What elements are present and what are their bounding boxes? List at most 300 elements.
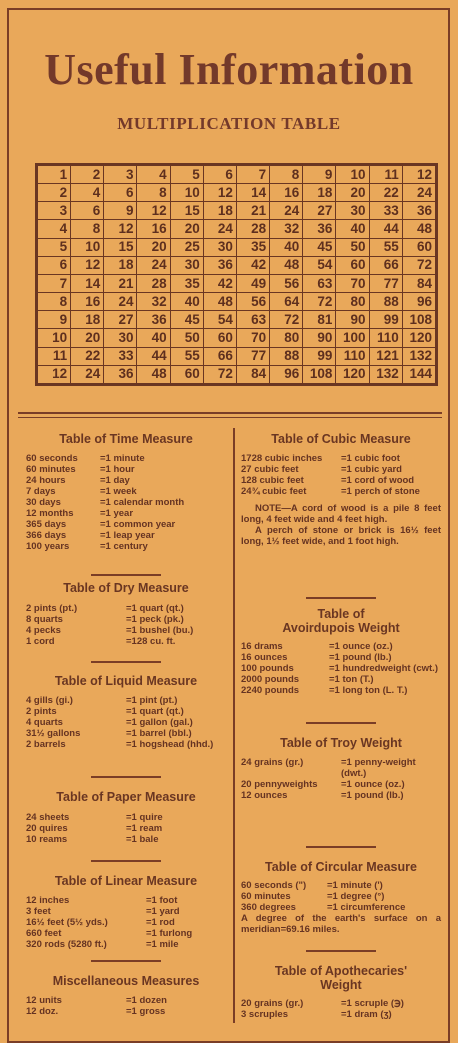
measure-equivalent: =1 hogshead (hhd.): [126, 739, 214, 750]
measure-row: [26, 625, 226, 636]
mult-cell: 28: [137, 274, 170, 292]
mult-cell: 12: [71, 256, 104, 274]
mult-cell: 3: [38, 202, 71, 220]
measure-equivalent: =1 yard: [146, 906, 180, 917]
measure-row: [241, 998, 441, 1009]
mult-cell: 110: [336, 347, 369, 365]
mult-cell: 110: [369, 329, 402, 347]
measure-row: [241, 475, 441, 486]
mult-cell: 121: [369, 347, 402, 365]
mult-cell: 32: [270, 220, 303, 238]
mult-cell: 88: [369, 293, 402, 311]
mult-cell: 4: [71, 184, 104, 202]
mult-cell: 120: [402, 329, 435, 347]
mult-cell: 24: [402, 184, 435, 202]
mult-cell: 20: [137, 238, 170, 256]
mult-cell: 12: [38, 365, 71, 383]
mult-cell: 7: [38, 274, 71, 292]
mult-cell: 48: [402, 220, 435, 238]
mult-cell: 60: [336, 256, 369, 274]
mult-cell: 6: [203, 166, 236, 184]
measure-rows: [241, 641, 441, 696]
measure-quantity: 320 rods (5280 ft.): [26, 939, 107, 950]
measure-quantity: 12 units: [26, 995, 62, 1006]
measure-row: [26, 464, 226, 475]
measure-quantity: 12 doz.: [26, 1006, 59, 1017]
measure-quantity: 660 feet: [26, 928, 62, 939]
measure-equivalent: =1 barrel (bbl.): [126, 728, 192, 739]
measure-row: [26, 636, 226, 647]
mult-cell: 54: [203, 311, 236, 329]
mult-row: [38, 329, 436, 347]
measure-equivalent: =1 quart (qt.): [126, 603, 184, 614]
measure-row: [26, 695, 226, 706]
measure-row: [26, 728, 226, 739]
mult-row: [38, 293, 436, 311]
mult-cell: 40: [170, 293, 203, 311]
measure-equivalent: =1 hour: [100, 464, 135, 475]
mult-cell: 40: [270, 238, 303, 256]
measure-row: [241, 674, 441, 685]
measure-row: [26, 717, 226, 728]
measure-quantity: 60 seconds: [26, 453, 78, 464]
measure-row: [26, 614, 226, 625]
measure-row: [26, 812, 226, 823]
measure-equivalent: =1 pound (lb.): [329, 652, 392, 663]
measure-row: [26, 519, 226, 530]
measure-row: [26, 895, 226, 906]
measure-quantity: 2 barrels: [26, 739, 66, 750]
measure-row: [241, 486, 441, 497]
mult-cell: 10: [38, 329, 71, 347]
measure-row: [26, 453, 226, 464]
section-title: Table of Dry Measure: [63, 581, 189, 595]
measure-row: [241, 663, 441, 674]
measure-quantity: 3 scruples: [241, 1009, 288, 1020]
mult-cell: 9: [38, 311, 71, 329]
measure-equivalent: =1 bale: [126, 834, 159, 845]
mult-cell: 55: [170, 347, 203, 365]
mult-cell: 96: [270, 365, 303, 383]
mult-cell: 6: [104, 184, 137, 202]
mult-cell: 40: [137, 329, 170, 347]
mult-cell: 35: [170, 274, 203, 292]
measure-equivalent: =1 penny-weight (dwt.): [341, 757, 416, 779]
measure-quantity: 20 grains (gr.): [241, 998, 304, 1009]
mult-cell: 3: [104, 166, 137, 184]
measure-row: [241, 902, 441, 913]
mult-cell: 4: [38, 220, 71, 238]
mult-cell: 22: [369, 184, 402, 202]
measure-equivalent: =1 ream: [126, 823, 163, 834]
measure-quantity: 128 cubic feet: [241, 475, 304, 486]
mult-cell: 22: [71, 347, 104, 365]
mult-cell: 21: [104, 274, 137, 292]
cubic-note-perch: A perch of stone or brick is 16½ feet long, 1½ feet wide, and 1 foot high.: [241, 525, 441, 547]
mult-cell: 32: [137, 293, 170, 311]
section-title: Table of Liquid Measure: [54, 674, 198, 688]
measure-row: [26, 541, 226, 552]
measure-quantity: 4 pecks: [26, 625, 61, 636]
measure-equivalent: =1 quart (qt.): [126, 706, 184, 717]
mult-cell: 20: [336, 184, 369, 202]
measure-equivalent: =1 pint (pt.): [126, 695, 178, 706]
measure-row: [26, 530, 226, 541]
mult-cell: 72: [270, 311, 303, 329]
mult-cell: 8: [270, 166, 303, 184]
measure-row: [26, 928, 226, 939]
measure-quantity: 16½ feet (5½ yds.): [26, 917, 108, 928]
mult-cell: 44: [369, 220, 402, 238]
mult-cell: 8: [38, 293, 71, 311]
mult-cell: 45: [170, 311, 203, 329]
mult-cell: 49: [236, 274, 269, 292]
measure-quantity: 2 pints (pt.): [26, 603, 78, 614]
measure-equivalent: =1 circumference: [327, 902, 406, 913]
mult-cell: 56: [236, 293, 269, 311]
mult-cell: 90: [303, 329, 336, 347]
mult-cell: 44: [137, 347, 170, 365]
measure-equivalent: =1 ounce (oz.): [341, 779, 405, 790]
mult-cell: 64: [270, 293, 303, 311]
mult-row: [38, 166, 436, 184]
mult-cell: 54: [303, 256, 336, 274]
measure-equivalent: =1 dozen: [126, 995, 167, 1006]
linear-measure-section: [26, 860, 226, 950]
troy-weight-section: [241, 722, 441, 801]
mult-cell: 108: [402, 311, 435, 329]
mult-cell: 48: [203, 293, 236, 311]
measure-equivalent: =1 peck (pk.): [126, 614, 184, 625]
mult-cell: 36: [303, 220, 336, 238]
divider-top-thin: [18, 417, 442, 418]
measure-quantity: 8 quarts: [26, 614, 63, 625]
circular-measure-section: [241, 846, 441, 935]
measure-quantity: 2 pints: [26, 706, 57, 717]
mult-cell: 80: [270, 329, 303, 347]
mult-cell: 20: [170, 220, 203, 238]
measure-quantity: 365 days: [26, 519, 67, 530]
measure-rows: [26, 812, 226, 845]
apothecaries-section: [241, 950, 441, 1020]
mult-cell: 8: [71, 220, 104, 238]
mult-cell: 36: [137, 311, 170, 329]
multiplication-table: [35, 163, 438, 386]
mult-cell: 5: [38, 238, 71, 256]
mult-cell: 81: [303, 311, 336, 329]
mult-cell: 108: [303, 365, 336, 383]
mult-cell: 42: [203, 274, 236, 292]
measure-rows: [26, 895, 226, 950]
section-separator: [91, 860, 161, 862]
section-title: Table of Linear Measure: [54, 874, 198, 888]
measure-rows: [241, 998, 441, 1020]
measure-row: [26, 1006, 226, 1017]
section-title: Miscellaneous Measures: [52, 974, 200, 988]
measure-row: [241, 652, 441, 663]
mult-cell: 15: [104, 238, 137, 256]
measure-equivalent: =1 year: [100, 508, 134, 519]
mult-cell: 36: [104, 365, 137, 383]
measure-row: [26, 475, 226, 486]
mult-cell: 12: [104, 220, 137, 238]
mult-cell: 63: [236, 311, 269, 329]
measure-equivalent: =1 degree (°): [327, 891, 385, 902]
mult-cell: 72: [402, 256, 435, 274]
measure-equivalent: =1 foot: [146, 895, 178, 906]
mult-cell: 28: [236, 220, 269, 238]
cubic-measure-section: [241, 432, 441, 547]
measure-row: [26, 486, 226, 497]
measure-row: [26, 603, 226, 614]
mult-row: [38, 238, 436, 256]
section-separator: [306, 597, 376, 599]
mult-cell: 12: [203, 184, 236, 202]
mult-cell: 55: [369, 238, 402, 256]
measure-equivalent: =1 minute: [100, 453, 145, 464]
measure-row: [26, 508, 226, 519]
mult-cell: 120: [336, 365, 369, 383]
measure-quantity: 7 days: [26, 486, 56, 497]
measure-equivalent: =1 furlong: [146, 928, 193, 939]
measure-row: [26, 834, 226, 845]
mult-cell: 56: [270, 274, 303, 292]
divider-top: [18, 412, 442, 414]
mult-cell: 63: [303, 274, 336, 292]
measure-row: [241, 779, 441, 790]
mult-row: [38, 274, 436, 292]
mult-cell: 24: [203, 220, 236, 238]
measure-equivalent: =1 mile: [146, 939, 179, 950]
mult-cell: 33: [369, 202, 402, 220]
mult-cell: 77: [369, 274, 402, 292]
paper-measure-section: [26, 776, 226, 845]
mult-cell: 24: [137, 256, 170, 274]
measure-equivalent: =1 dram (ʒ): [341, 1009, 392, 1020]
mult-cell: 4: [137, 166, 170, 184]
mult-cell: 7: [236, 166, 269, 184]
mult-cell: 132: [402, 347, 435, 365]
measure-row: [26, 706, 226, 717]
mult-cell: 70: [336, 274, 369, 292]
measure-quantity: 60 minutes: [26, 464, 76, 475]
cubic-note: NOTE—A cord of wood is a pile 8 feet long, 4 feet wide and 4 feet high.: [241, 503, 441, 525]
measure-quantity: 60 minutes: [241, 891, 291, 902]
mult-cell: 72: [303, 293, 336, 311]
mult-cell: 18: [203, 202, 236, 220]
measure-row: [26, 917, 226, 928]
measure-equivalent: =1 rod: [146, 917, 175, 928]
measure-equivalent: =1 cubic foot: [341, 453, 400, 464]
mult-cell: 6: [38, 256, 71, 274]
mult-cell: 99: [369, 311, 402, 329]
mult-row: [38, 220, 436, 238]
measure-equivalent: =128 cu. ft.: [126, 636, 176, 647]
section-separator: [306, 846, 376, 848]
measure-equivalent: =1 bushel (bu.): [126, 625, 194, 636]
mult-cell: 16: [270, 184, 303, 202]
mult-cell: 88: [270, 347, 303, 365]
measure-quantity: 20 quires: [26, 823, 68, 834]
measure-rows: [26, 453, 226, 552]
measure-quantity: 2000 pounds: [241, 674, 300, 685]
mult-cell: 18: [303, 184, 336, 202]
mult-cell: 84: [402, 274, 435, 292]
mult-cell: 30: [170, 256, 203, 274]
measure-equivalent: =1 week: [100, 486, 137, 497]
measure-quantity: 100 years: [26, 541, 70, 552]
measure-equivalent: =1 leap year: [100, 530, 155, 541]
measure-quantity: 3 feet: [26, 906, 51, 917]
measure-quantity: 16 drams: [241, 641, 283, 652]
mult-cell: 18: [71, 311, 104, 329]
measure-quantity: 16 ounces: [241, 652, 288, 663]
mult-cell: 72: [203, 365, 236, 383]
mult-cell: 60: [170, 365, 203, 383]
measure-quantity: 27 cubic feet: [241, 464, 299, 475]
measure-quantity: 60 seconds ("): [241, 880, 307, 891]
mult-cell: 6: [71, 202, 104, 220]
measure-equivalent: =1 gross: [126, 1006, 166, 1017]
mult-cell: 36: [203, 256, 236, 274]
measure-equivalent: =1 quire: [126, 812, 163, 823]
section-title: Table of Circular Measure: [265, 860, 417, 874]
mult-cell: 45: [303, 238, 336, 256]
section-separator: [91, 574, 161, 576]
measure-row: [241, 790, 441, 801]
misc-measure-section: [26, 960, 226, 1017]
mult-cell: 90: [336, 311, 369, 329]
column-divider: [233, 428, 235, 1023]
measure-equivalent: =1 cord of wood: [341, 475, 415, 486]
mult-cell: 70: [236, 329, 269, 347]
mult-cell: 5: [170, 166, 203, 184]
measure-row: [241, 880, 441, 891]
mult-row: [38, 347, 436, 365]
mult-cell: 9: [303, 166, 336, 184]
mult-cell: 50: [336, 238, 369, 256]
section-title: Table of Paper Measure: [56, 790, 196, 804]
mult-cell: 40: [336, 220, 369, 238]
mult-cell: 36: [402, 202, 435, 220]
measure-equivalent: =1 calendar month: [100, 497, 185, 508]
mult-cell: 24: [71, 365, 104, 383]
section-title: Table of Cubic Measure: [271, 432, 411, 446]
measure-row: [241, 1009, 441, 1020]
measure-equivalent: =1 minute ('): [327, 880, 383, 891]
mult-cell: 66: [369, 256, 402, 274]
time-measure-section: [26, 432, 226, 552]
measure-equivalent: =1 ton (T.): [329, 674, 374, 685]
measure-row: [241, 453, 441, 464]
mult-cell: 16: [137, 220, 170, 238]
mult-cell: 132: [369, 365, 402, 383]
measure-row: [26, 995, 226, 1006]
measure-equivalent: =1 ounce (oz.): [329, 641, 393, 652]
measure-row: [26, 939, 226, 950]
measure-equivalent: =1 hundredweight (cwt.): [329, 663, 438, 674]
mult-cell: 50: [170, 329, 203, 347]
measure-equivalent: =1 pound (lb.): [341, 790, 404, 801]
measure-row: [26, 739, 226, 750]
mult-cell: 77: [236, 347, 269, 365]
mult-cell: 144: [402, 365, 435, 383]
section-title: Table of Time Measure: [59, 432, 193, 446]
mult-cell: 60: [402, 238, 435, 256]
mult-row: [38, 311, 436, 329]
measure-quantity: 24 sheets: [26, 812, 70, 823]
section-title: Table of Avoirdupois Weight: [282, 607, 400, 635]
dry-measure-section: [26, 574, 226, 647]
page-subtitle: MULTIPLICATION TABLE: [117, 114, 341, 133]
mult-cell: 2: [38, 184, 71, 202]
measure-quantity: 2240 pounds: [241, 685, 300, 696]
measure-quantity: 360 degrees: [241, 902, 296, 913]
mult-cell: 12: [137, 202, 170, 220]
measure-rows: [241, 880, 441, 913]
measure-equivalent: =1 century: [100, 541, 148, 552]
mult-cell: 24: [104, 293, 137, 311]
measure-row: [241, 464, 441, 475]
mult-cell: 24: [270, 202, 303, 220]
measure-quantity: 10 reams: [26, 834, 68, 845]
measure-equivalent: =1 perch of stone: [341, 486, 420, 497]
measure-rows: [241, 453, 441, 497]
measure-quantity: 24¾ cubic feet: [241, 486, 307, 497]
measure-quantity: 1 cord: [26, 636, 55, 647]
page-title: Useful Information: [44, 45, 414, 94]
mult-cell: 8: [137, 184, 170, 202]
measure-quantity: 20 pennyweights: [241, 779, 318, 790]
mult-cell: 30: [336, 202, 369, 220]
mult-cell: 11: [38, 347, 71, 365]
section-separator: [91, 776, 161, 778]
measure-quantity: 12 months: [26, 508, 74, 519]
measure-quantity: 30 days: [26, 497, 61, 508]
mult-cell: 25: [170, 238, 203, 256]
mult-cell: 18: [104, 256, 137, 274]
measure-quantity: 4 gills (gi.): [26, 695, 73, 706]
mult-cell: 10: [170, 184, 203, 202]
measure-equivalent: =1 cubic yard: [341, 464, 402, 475]
mult-cell: 14: [71, 274, 104, 292]
measure-quantity: 100 pounds: [241, 663, 294, 674]
mult-cell: 9: [104, 202, 137, 220]
measure-row: [241, 757, 441, 779]
mult-cell: 20: [71, 329, 104, 347]
measure-quantity: 24 hours: [26, 475, 66, 486]
measure-rows: [241, 757, 441, 801]
mult-cell: 27: [303, 202, 336, 220]
mult-cell: 96: [402, 293, 435, 311]
measure-equivalent: =1 common year: [100, 519, 176, 530]
measure-rows: [26, 603, 226, 647]
mult-cell: 66: [203, 347, 236, 365]
mult-cell: 30: [104, 329, 137, 347]
mult-row: [38, 256, 436, 274]
measure-quantity: 31½ gallons: [26, 728, 81, 739]
mult-row: [38, 184, 436, 202]
section-title: Table of Apothecaries' Weight: [274, 964, 408, 992]
mult-cell: 42: [236, 256, 269, 274]
measure-quantity: 24 grains (gr.): [241, 757, 304, 768]
section-separator: [306, 950, 376, 952]
mult-cell: 35: [236, 238, 269, 256]
mult-cell: 10: [336, 166, 369, 184]
measure-row: [241, 641, 441, 652]
measure-rows: [26, 695, 226, 750]
mult-cell: 10: [71, 238, 104, 256]
